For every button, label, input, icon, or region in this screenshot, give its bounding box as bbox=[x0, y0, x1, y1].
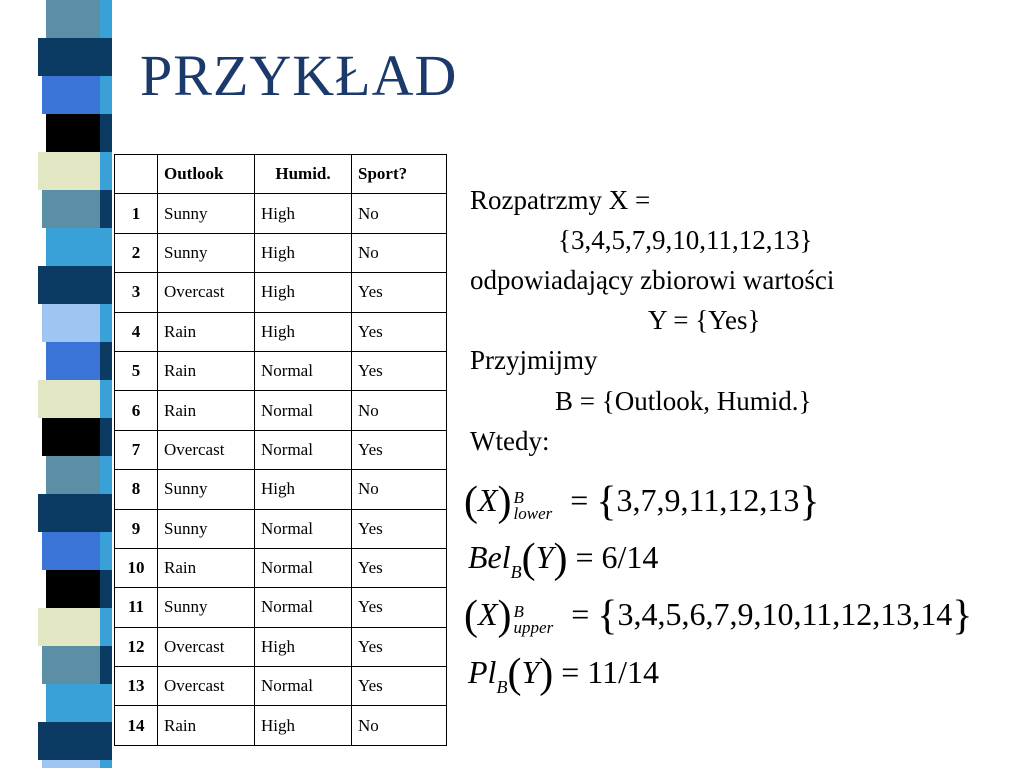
cell-outlook: Overcast bbox=[158, 627, 255, 666]
cell-outlook: Sunny bbox=[158, 233, 255, 272]
cell-outlook: Sunny bbox=[158, 509, 255, 548]
header-index bbox=[115, 155, 158, 194]
formula-bel-value: 6/14 bbox=[601, 539, 659, 575]
row-index: 2 bbox=[115, 233, 158, 272]
cell-humid: High bbox=[255, 273, 352, 312]
cell-sport: No bbox=[352, 706, 447, 745]
cell-outlook: Rain bbox=[158, 351, 255, 390]
cell-outlook: Overcast bbox=[158, 430, 255, 469]
header-outlook: Outlook bbox=[158, 155, 255, 194]
text-line-1: Rozpatrzmy X = bbox=[470, 185, 651, 215]
formula-lower-sup: B bbox=[513, 487, 524, 507]
cell-outlook: Sunny bbox=[158, 470, 255, 509]
cell-outlook: Rain bbox=[158, 548, 255, 587]
stripe-edge bbox=[100, 38, 112, 76]
row-index: 4 bbox=[115, 312, 158, 351]
stripe-edge bbox=[100, 380, 112, 418]
cell-humid: Normal bbox=[255, 588, 352, 627]
stripe-segment bbox=[38, 152, 100, 190]
cell-humid: Normal bbox=[255, 351, 352, 390]
cell-sport: Yes bbox=[352, 509, 447, 548]
table-row bbox=[115, 391, 447, 430]
formula-upper-sub: upper bbox=[513, 618, 554, 637]
stripe-segment bbox=[38, 38, 100, 76]
cell-outlook: Overcast bbox=[158, 273, 255, 312]
cell-sport: Yes bbox=[352, 312, 447, 351]
stripe-segment bbox=[46, 342, 100, 380]
decorative-stripe-bar bbox=[0, 0, 130, 768]
stripe-edge bbox=[100, 570, 112, 608]
cell-humid: Normal bbox=[255, 430, 352, 469]
stripe-edge bbox=[100, 456, 112, 494]
row-index: 7 bbox=[115, 430, 158, 469]
cell-humid: High bbox=[255, 470, 352, 509]
cell-sport: No bbox=[352, 194, 447, 233]
stripe-edge bbox=[100, 760, 112, 768]
cell-humid: High bbox=[255, 627, 352, 666]
table-row bbox=[115, 351, 447, 390]
cell-sport: Yes bbox=[352, 273, 447, 312]
row-index: 12 bbox=[115, 627, 158, 666]
stripe-segment bbox=[38, 380, 100, 418]
stripe-edge bbox=[100, 684, 112, 722]
stripe-segment bbox=[46, 114, 100, 152]
stripe-segment bbox=[42, 190, 100, 228]
stripe-edge bbox=[100, 228, 112, 266]
cell-outlook: Rain bbox=[158, 706, 255, 745]
text-line-4: Y = {Yes} bbox=[648, 305, 761, 335]
formula-pl-fn: Pl bbox=[468, 654, 497, 690]
stripe-segment bbox=[46, 684, 100, 722]
stripe-segment bbox=[42, 646, 100, 684]
table-row bbox=[115, 273, 447, 312]
cell-humid: High bbox=[255, 194, 352, 233]
stripe-edge bbox=[100, 0, 112, 38]
text-line-5: Przyjmijmy bbox=[470, 345, 598, 375]
table-row bbox=[115, 588, 447, 627]
stripe-segment bbox=[42, 418, 100, 456]
stripe-segment bbox=[46, 228, 100, 266]
cell-sport: Yes bbox=[352, 548, 447, 587]
text-line-6: B = {Outlook, Humid.} bbox=[555, 386, 812, 416]
formula-bel-sub: B bbox=[510, 562, 522, 582]
row-index: 13 bbox=[115, 667, 158, 706]
row-index: 8 bbox=[115, 470, 158, 509]
formula-upper-value: 3,4,5,6,7,9,10,11,12,13,14 bbox=[617, 596, 953, 632]
row-index: 1 bbox=[115, 194, 158, 233]
row-index: 5 bbox=[115, 351, 158, 390]
stripe-segment bbox=[42, 304, 100, 342]
cell-sport: Yes bbox=[352, 351, 447, 390]
table-row bbox=[115, 312, 447, 351]
formula-belief: Bel$_B$(Y) = 6/14 bbox=[468, 536, 659, 582]
cell-humid: Normal bbox=[255, 667, 352, 706]
stripe-segment bbox=[46, 456, 100, 494]
stripe-edge bbox=[100, 608, 112, 646]
formula-upper-approximation: (X) B upper = {3,4,5,6,7,9,10,11,12,13,14} bbox=[464, 593, 973, 639]
header-sport: Sport? bbox=[352, 155, 447, 194]
stripe-edge bbox=[100, 722, 112, 760]
table-row bbox=[115, 233, 447, 272]
text-line-3: odpowiadający zbiorowi wartości bbox=[470, 265, 835, 295]
cell-outlook: Rain bbox=[158, 312, 255, 351]
formula-lower-sub: lower bbox=[513, 504, 553, 523]
stripe-edge bbox=[100, 114, 112, 152]
formula-plausibility: $Pl_B(Y) = 11/14$ bbox=[468, 651, 659, 697]
stripe-segment bbox=[46, 0, 100, 38]
cell-outlook: Sunny bbox=[158, 588, 255, 627]
formula-bel-arg: Y bbox=[535, 539, 554, 575]
cell-sport: Yes bbox=[352, 667, 447, 706]
stripe-edge bbox=[100, 646, 112, 684]
table-row bbox=[115, 667, 447, 706]
formula-lower-approximation: (X) B lower = {3,7,9,11,12,13} bbox=[464, 479, 820, 525]
table-row bbox=[115, 548, 447, 587]
stripe-edge bbox=[100, 190, 112, 228]
formula-upper-var: X bbox=[478, 596, 498, 632]
row-index: 6 bbox=[115, 391, 158, 430]
cell-outlook: Rain bbox=[158, 391, 255, 430]
stripe-segment bbox=[42, 76, 100, 114]
formula-upper-sup: B bbox=[513, 601, 524, 621]
table-row bbox=[115, 627, 447, 666]
cell-sport: Yes bbox=[352, 588, 447, 627]
table-header-row bbox=[115, 155, 447, 194]
cell-sport: No bbox=[352, 470, 447, 509]
stripe-edge bbox=[100, 532, 112, 570]
table-row bbox=[115, 430, 447, 469]
stripe-edge bbox=[100, 494, 112, 532]
formula-bel-fn: Bel bbox=[468, 539, 511, 575]
stripe-segment bbox=[38, 608, 100, 646]
row-index: 9 bbox=[115, 509, 158, 548]
formula-pl-sub: B bbox=[496, 677, 508, 697]
cell-humid: Normal bbox=[255, 548, 352, 587]
cell-sport: No bbox=[352, 391, 447, 430]
table-row bbox=[115, 194, 447, 233]
cell-humid: Normal bbox=[255, 509, 352, 548]
stripe-segment bbox=[38, 722, 100, 760]
table-row bbox=[115, 509, 447, 548]
cell-outlook: Overcast bbox=[158, 667, 255, 706]
stripe-segment bbox=[38, 266, 100, 304]
row-index: 11 bbox=[115, 588, 158, 627]
text-line-2: {3,4,5,7,9,10,11,12,13} bbox=[558, 225, 813, 255]
stripe-segment bbox=[42, 760, 100, 768]
stripe-edge bbox=[100, 342, 112, 380]
weather-table bbox=[114, 154, 447, 746]
text-line-7: Wtedy: bbox=[470, 426, 550, 456]
stripe-segment bbox=[46, 570, 100, 608]
cell-sport: Yes bbox=[352, 627, 447, 666]
table-row bbox=[115, 706, 447, 745]
stripe-edge bbox=[100, 266, 112, 304]
row-index: 10 bbox=[115, 548, 158, 587]
cell-humid: High bbox=[255, 706, 352, 745]
cell-humid: High bbox=[255, 233, 352, 272]
row-index: 3 bbox=[115, 273, 158, 312]
cell-humid: Normal bbox=[255, 391, 352, 430]
cell-humid: High bbox=[255, 312, 352, 351]
formula-lower-var: X bbox=[478, 482, 498, 518]
stripe-segment bbox=[42, 532, 100, 570]
cell-sport: No bbox=[352, 233, 447, 272]
table-row bbox=[115, 470, 447, 509]
formula-pl-value: 11/14 bbox=[587, 654, 659, 690]
stripe-edge bbox=[100, 76, 112, 114]
row-index: 14 bbox=[115, 706, 158, 745]
stripe-edge bbox=[100, 304, 112, 342]
cell-outlook: Sunny bbox=[158, 194, 255, 233]
cell-sport: Yes bbox=[352, 430, 447, 469]
slide-title: PRZYKŁAD bbox=[140, 43, 458, 108]
formula-pl-arg: Y bbox=[521, 654, 540, 690]
stripe-segment bbox=[38, 494, 100, 532]
formula-lower-value: 3,7,9,11,12,13 bbox=[616, 482, 800, 518]
stripe-edge bbox=[100, 152, 112, 190]
stripe-edge bbox=[100, 418, 112, 456]
header-humid: Humid. bbox=[255, 155, 352, 194]
